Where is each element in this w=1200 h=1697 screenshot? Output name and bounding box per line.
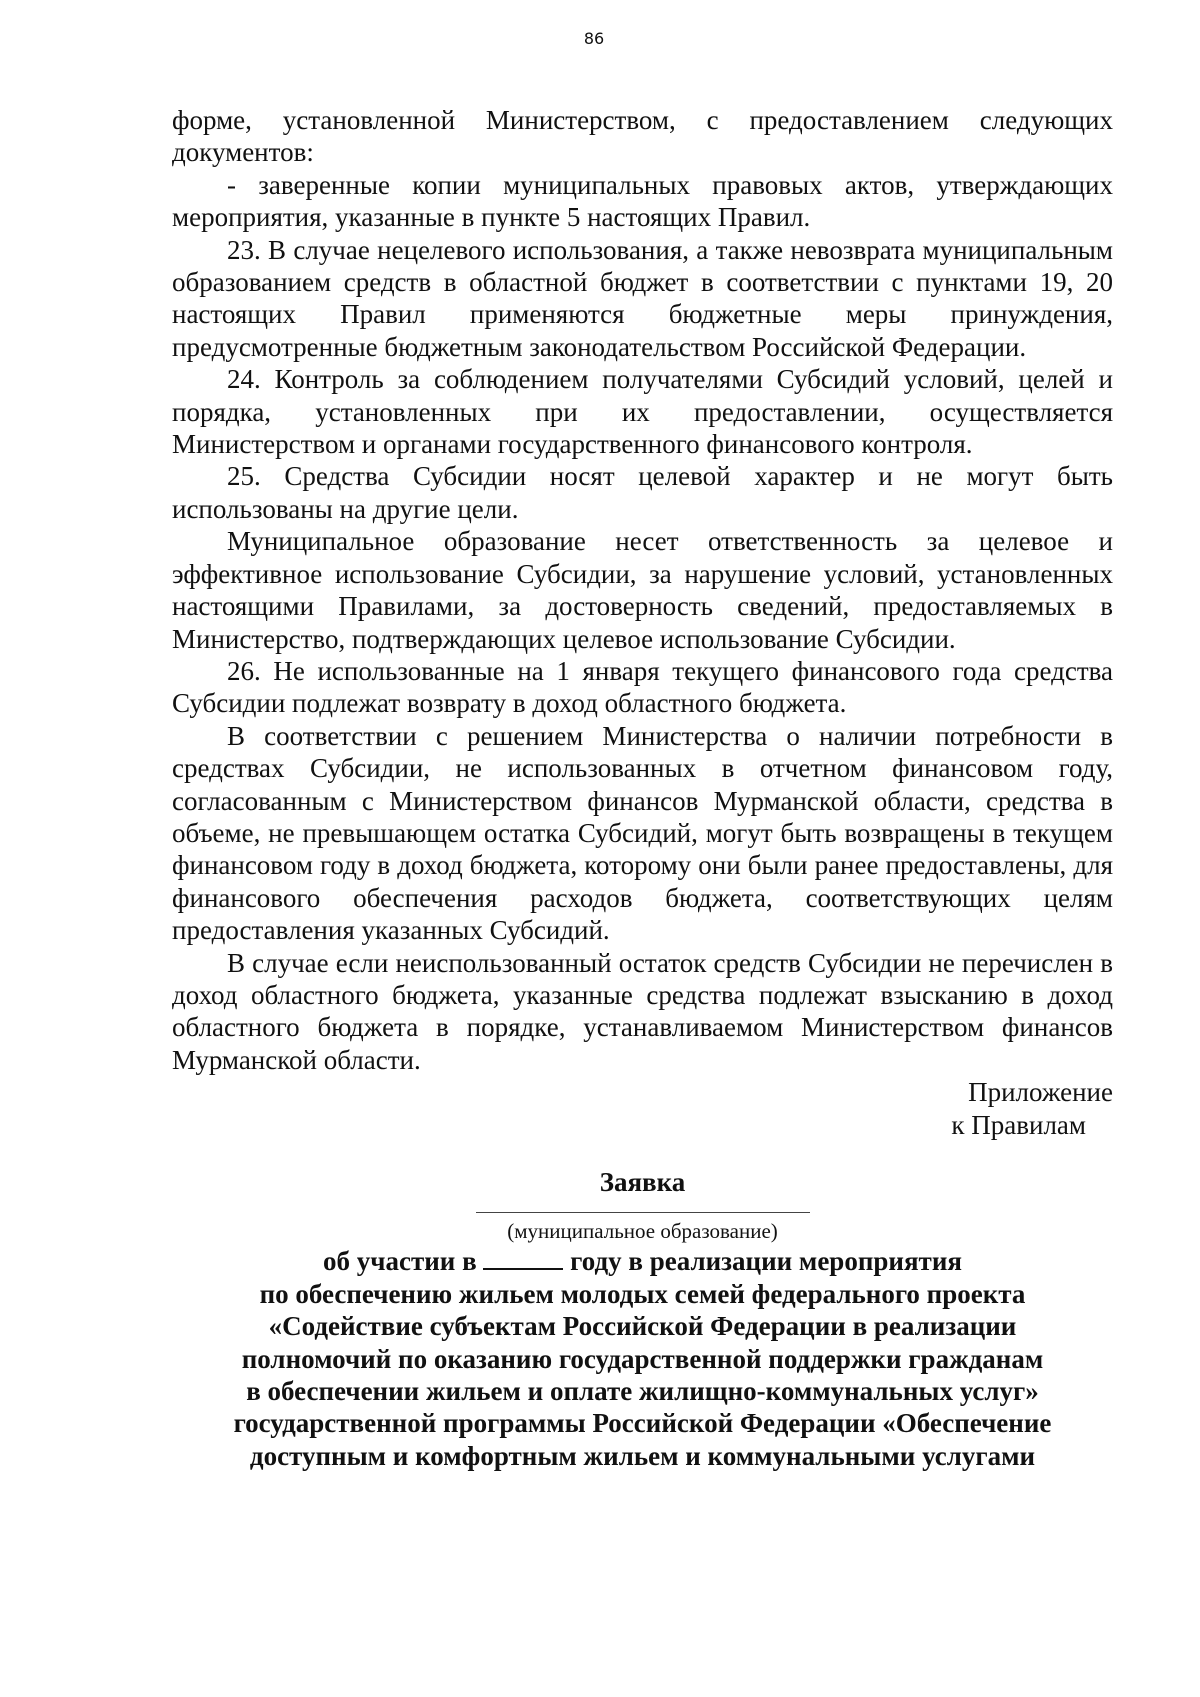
subtitle-line-first bbox=[172, 1245, 1113, 1277]
subtitle-after-blank: году в реализации мероприятия bbox=[570, 1246, 962, 1277]
year-blank bbox=[483, 1246, 563, 1270]
paragraph: Муниципальное образование несет ответственность за целевое и эффективное использование Субсидии, за нарушение условий, установленных настоящими Правилами, за достоверность сведений, предоставляемых в Министерство, подтверждающих целевое использование Субсидии. bbox=[172, 526, 1113, 654]
paragraph: В соответствии с решением Министерства о наличии потребности в средствах Субсидии, не использованных в отчетном финансовом году, согласованным с Министерством финансов Мурманской области, средства в объеме, не превышающем остатка Субсидий, могут быть возвращены в текущем финансовом году в доход бюджета, которому они были ранее предоставлены, для финансового обеспечения расходов бюджета, соответствующих целям предоставления указанных Субсидий. bbox=[172, 720, 1113, 946]
paragraph: 23. В случае нецелевого использования, а также невозврата муниципальным образованием средств в областной бюджет в соответствии с пунктами 19, 20 настоящих Правил применяются бюджетные меры принуждения, предусмотренные бюджетным законодательством Российской Федерации. bbox=[172, 234, 1113, 362]
subtitle-line: полномочий по оказанию государственной поддержки гражданам bbox=[241, 1343, 1044, 1374]
appendix-label bbox=[172, 1076, 1113, 1141]
municipality-blank-line bbox=[476, 1212, 810, 1213]
subtitle-line: по обеспечению жильем молодых семей федерального проекта bbox=[259, 1278, 1026, 1309]
page-number: 86 bbox=[583, 29, 605, 48]
paragraph: форме, установленной Министерством, с предоставлением следующих документов: bbox=[172, 105, 1113, 168]
paragraph: В случае если неиспользованный остаток средств Субсидии не перечислен в доход областного бюджета, указанные средства подлежат взысканию в доход областного бюджета в порядке, устанавливаемом Министерством финансов Мурманской области. bbox=[172, 947, 1113, 1075]
subtitle-line: в обеспечении жильем и оплате жилищно-коммунальных услуг» bbox=[246, 1376, 1039, 1407]
paragraph: - заверенные копии муниципальных правовых актов, утверждающих мероприятия, указанные в пункте 5 настоящих Правил. bbox=[172, 169, 1113, 233]
municipality-caption: (муниципальное образование) bbox=[507, 1219, 778, 1244]
paragraph: 26. Не использованные на 1 января текущего финансового года средства Субсидии подлежат возврату в доход областного бюджета. bbox=[172, 655, 1113, 719]
subtitle-line: государственной программы Российской Федерации «Обеспечение bbox=[233, 1408, 1052, 1439]
application-subtitle bbox=[172, 1245, 1113, 1472]
document-body bbox=[172, 104, 1113, 1472]
paragraph: 25. Средства Субсидии носят целевой характер и не могут быть использованы на другие цели. bbox=[172, 461, 1113, 524]
application-title: Заявка bbox=[599, 1167, 686, 1197]
subtitle-line: «Содействие субъектам Российской Федерации в реализации bbox=[268, 1311, 1017, 1342]
subtitle-line: доступным и комфортным жильем и коммунальными услугами bbox=[249, 1440, 1036, 1471]
subtitle-before-blank: об участии в bbox=[323, 1246, 477, 1277]
appendix-line-2: к Правилам bbox=[951, 1109, 1086, 1140]
paragraph: 24. Контроль за соблюдением получателями Субсидий условий, целей и порядка, установленных при их предоставлении, осуществляется Министерством и органами государственного финансового контроля. bbox=[172, 364, 1113, 460]
appendix-line-1: Приложение bbox=[968, 1077, 1113, 1108]
